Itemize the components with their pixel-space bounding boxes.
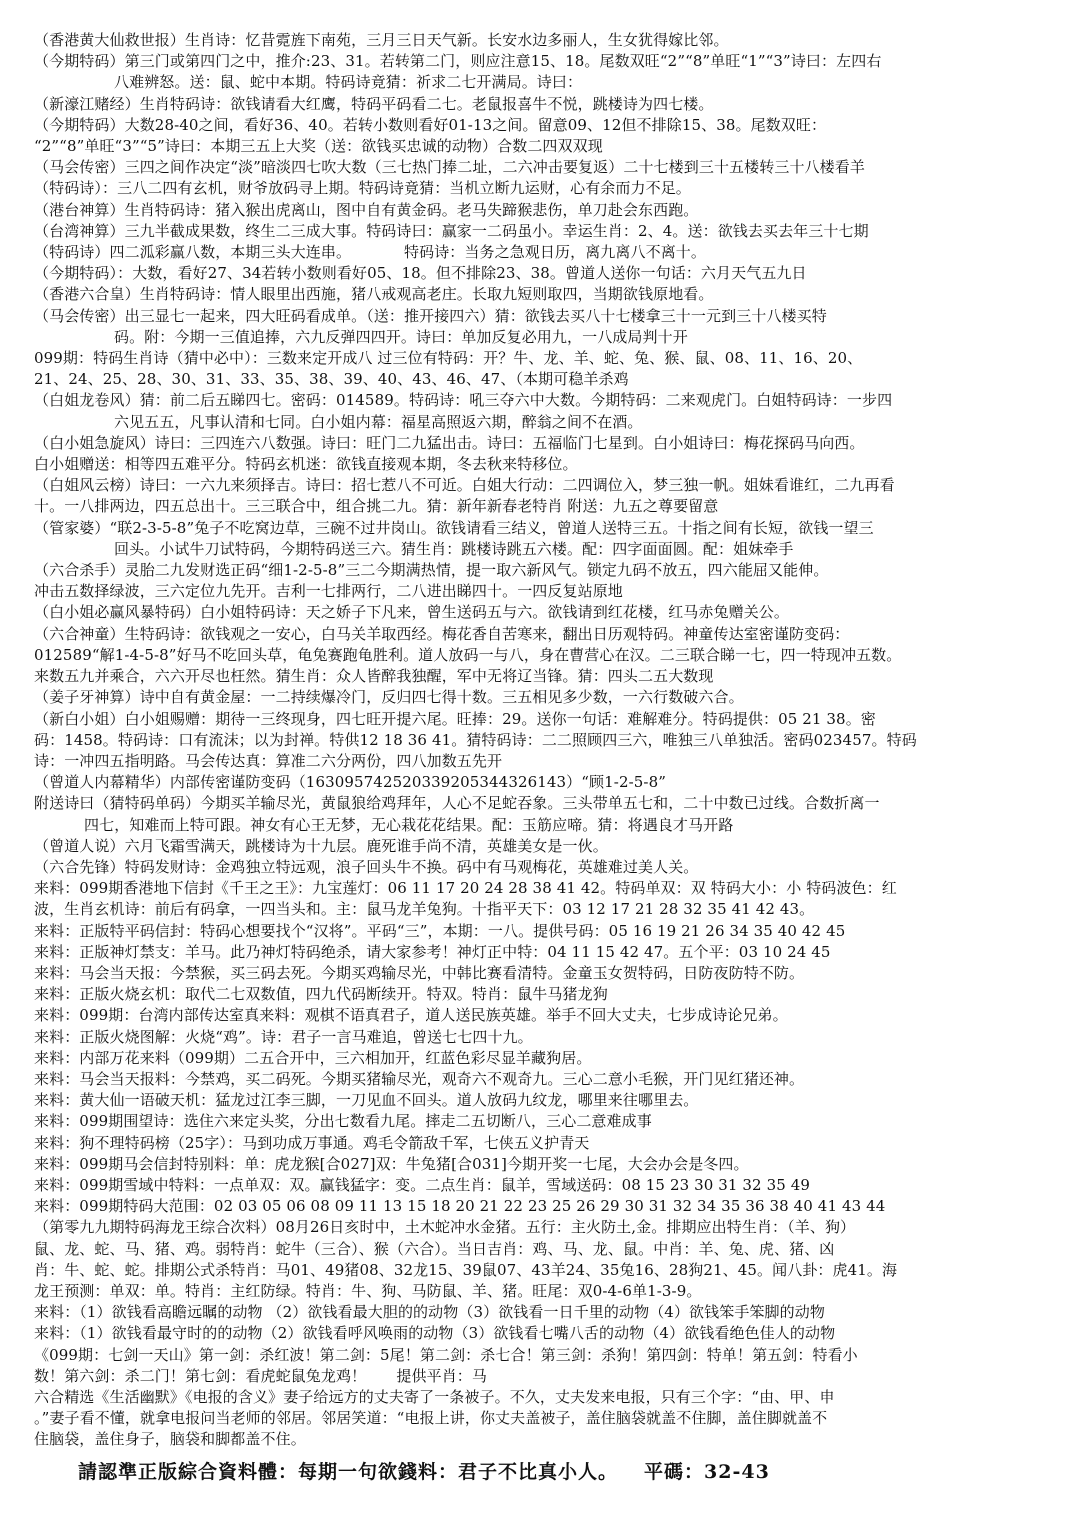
footer-flat-code: 平碼：32-43 xyxy=(644,1461,770,1483)
text-line: 来料：099期：台湾内部传达室真来料：观棋不语真君子，道人送民族英雄。举手不回大丈夫，七步成诗论兄弟。 xyxy=(34,1006,788,1025)
text-line: 码：1458。特码诗：口有流沫；以为封禅。特供12 18 36 41。猜特码诗：二二照顾四三六，唯独三八单独活。密码023457。特码 xyxy=(34,730,917,749)
text-line: 来料：099期马会信封特别料：单：虎龙猴[合027]双：牛兔猪[合031]今期开奖一七尾，大会办会是冬四。 xyxy=(34,1154,749,1173)
text-line: 鼠、龙、蛇、马、猪、鸡。弱特肖：蛇牛（三合）、猴（六合）。当日吉肖：鸡、马、龙、鼠。中肖：羊、兔、虎、猪、凶 xyxy=(34,1239,835,1258)
text-line: 码。附：今期一三值追捧，六九反弹四四开。诗曰：单加反复必用九，一八成局判十开 xyxy=(114,327,688,346)
text-line: 六合精选《生活幽默》《电报的含义》妻子给远方的丈夫寄了一条被子。不久，丈夫发来电报，只有三个字：“由、甲、申 xyxy=(34,1388,835,1406)
text-line: 来料：（1）欲钱看高瞻远瞩的动物 （2）欲钱看最大胆的的动物（3）欲钱看一日千里的动物（4）欲钱笨手笨脚的动物 xyxy=(34,1303,825,1322)
text-line: 数！第六剑：杀二门！第七剑：看虎蛇鼠兔龙鸡！ 提供平肖：马 xyxy=(34,1366,488,1385)
text-line: 四七，知难而上特可跟。神女有心王无梦，无心栽花花结果。配：玉筋应啼。猜：将遇良才马开路 xyxy=(84,815,734,834)
text-line: 。”妻子看不懂，就拿电报问当老师的邻居。邻居笑道：“电报上讲，你丈夫盖被子，盖住脑袋就盖不住脚，盖住脚就盖不 xyxy=(34,1409,828,1428)
text-line: 龙王预测：单双：单。特肖：主红防绿。特肖：牛、狗、马防鼠、羊、猪。旺尾：双0-4-6单1-3-9。 xyxy=(34,1281,702,1300)
text-line: 冲击五数择绿波，三六定位九先开。吉利一七排两行，二八进出睇四十。一四反复站原地 xyxy=(34,582,623,601)
text-line: （今期特码）大数28-40之间，看好36、40。若转小数则看好01-13之间。留意09、12但不排除15、38。尾数双旺： xyxy=(34,115,827,134)
text-line: （第零九九期特码海龙王综合次料）08月26日亥时中，土木蛇冲水金猪。五行：主火防土,金。排期应出特生肖：（羊、狗） xyxy=(34,1218,856,1237)
text-line: 波，生肖玄机诗：前后有码拿，一四当头和。主：鼠马龙羊兔狗。十指平天下：03 12 17 21 28 32 35 41 42 43。 xyxy=(34,900,815,919)
text-line: （香港六合皇）生肖特码诗：情人眼里出西施，猪八戒观高老庄。长取九短则取四，当期欲钱原地看。 xyxy=(34,285,714,304)
text-line: 来料：狗不理特码榜（25字）：马到功成万事通。鸡毛令箭敌千军，七侠五义护青天 xyxy=(34,1133,590,1152)
text-line: （马会传密）出三显七一起来，四大旺码看成单。（送：推开接四六）猜：欲钱去买八十七楼拿三十一元到三十八楼买特 xyxy=(34,306,827,325)
text-line: （马会传密）三四之间作决定“淡”暗淡四七吹大数（三七热门捧二址，二六冲击要复返）二十七楼到三十五楼转三十八楼看羊 xyxy=(34,158,865,177)
text-line: 099期：特码生肖诗（猜中必中）：三数来定开成八 过三位有特码：开？牛、龙、羊、蛇、兔、猴、鼠、08、11、16、20、 xyxy=(34,349,863,368)
text-line: 住脑袋，盖住身子，脑袋和脚都盖不住。 xyxy=(34,1430,306,1449)
text-line: 来数五九并乘合，六六开尽也枉然。猜生肖：众人皆醉我独醒，军中无将辽当锋。猜：四头二五大数现 xyxy=(34,667,714,686)
text-line: 012589“解1-4-5-8”好马不吃回头草，龟兔赛跑龟胜利。道人放码一与八，身在曹营心在汉。二三联合睇一七，四一特现冲五数。 xyxy=(34,645,902,664)
text-line: 来料：099期雪域中特料：一点单双：双。赢钱猛字：变。二点生肖：鼠羊，雪域送码：08 15 23 30 31 32 35 49 xyxy=(34,1175,811,1194)
text-line: 来料：正版火烧图解：火烧“鸡”。诗：君子一言马难追，曾送七七四十九。 xyxy=(34,1027,533,1046)
footer-phrase-label: 每期一句欲錢料： xyxy=(298,1461,459,1483)
text-body xyxy=(34,30,1032,1451)
text-line: 来料：正版特平码信封：特码心想要找个“汉将”。平码“三”，本期：一八。提供号码：05 16 19 21 26 34 35 40 42 45 xyxy=(34,921,846,940)
text-line: 白小姐赠送：相等四五难平分。特码玄机迷：欲钱直接观本期，冬去秋来特移位。 xyxy=(34,455,578,474)
text-line: （港台神算）生肖特码诗：猪入猴出虎离山，图中自有黄金码。老马失蹄猴悲伤，单刀赴会东西跑。 xyxy=(34,200,699,219)
text-line: （管家婆）“联2-3-5-8”兔子不吃窝边草，三碗不过井岗山。欲钱请看三结义，曾道人送特三五。十指之间有长短，欲钱一望三 xyxy=(34,518,874,537)
text-line: 来料：099期特码大范围：02 03 05 06 08 09 11 13 15 18 20 21 22 23 25 26 29 30 31 32 34 35 36 38 40 41 43 44 xyxy=(34,1197,886,1216)
text-line: 肖：牛、蛇、蛇。排期公式杀特肖：马01、49猪08、32龙15、39鼠07、43羊24、35兔16、28狗21、45。闻八卦：虎41。海 xyxy=(34,1260,898,1279)
text-line: （白姐风云榜）诗曰：一六九来须择吉。诗曰：招七惹八不可近。白姐大行动：二四调位入，梦三独一帆。姐妹看谁红，二九再看 xyxy=(34,476,895,495)
text-line: （台湾神算）三九半截成果数，终生二三成大事。特码诗曰：赢家一二码虽小。幸运生肖：2、4。送：欲钱去买去年三十七期 xyxy=(34,221,869,240)
text-line: （香港黄大仙救世报）生肖诗：忆昔霓旌下南苑，三月三日天气新。长安水边多丽人，生女犹得嫁比邻。 xyxy=(34,31,729,49)
text-line: （六合神童）生特码诗：欲钱观之一安心，白马关羊取西经。梅花香自苦寒来，翻出日历观特码。神童传达室密谨防变码： xyxy=(34,624,850,643)
text-line: （姜子牙神算）诗中自有黄金屋：一二持续爆冷门，反归四七得十数。三五相见多少数，一六行数破六合。 xyxy=(34,688,744,707)
text-line: 来料：099期香港地下信封《千王之王》：九宝莲灯：06 11 17 20 24 28 38 41 42。特码单双：双 特码大小：小 特码波色：红 xyxy=(34,879,897,898)
text-line: 来料：正版火烧玄机：取代二七双数值，四九代码断续开。特双。特肖：鼠牛马猪龙狗 xyxy=(34,985,608,1004)
text-line: （六合杀手）灵胎二九发财选正码“细1-2-5-8”三二今期满热情，提一取六新风气。锁定九码不放五，四六能屈又能伸。 xyxy=(34,561,829,580)
text-line: 来料：马会当天报：今禁猴，买三码去死。今期买鸡输尽光，中韩比赛看清特。金童玉女贺特码，日防夜防特不防。 xyxy=(34,963,805,982)
text-line: 八难辨怒。送：鼠、蛇中本期。特码诗竟猜：祈求二七开满局。诗曰： xyxy=(114,73,583,92)
text-line: （新濠江赌经）生肖特码诗：欲钱请看大红鹰，特码平码看二七。老鼠报喜牛不悦，跳楼诗为四七楼。 xyxy=(34,94,714,113)
text-line: （曾道人说）六月飞霜雪满天，跳楼诗为十九层。鹿死谁手尚不清，英雄美女是一伙。 xyxy=(34,836,608,855)
text-line: 十。一八排两边，四五总出十。三三联合中，组合挑二九。猜：新年新春老特肖 附送：九五之尊要留意 xyxy=(34,497,719,516)
text-line: （六合先锋）特码发财诗：金鸡独立特远观，浪子回头牛不换。码中有马观梅花，英雄难过美人关。 xyxy=(34,857,699,876)
text-line: 来料：正版神灯禁支：羊马。此乃神灯特码绝杀，请大家参考！神灯正中特：04 11 15 42 47。五个平：03 10 24 45 xyxy=(34,942,831,961)
footer-authentic-notice: 請認準正版綜合資料體： xyxy=(78,1461,299,1483)
text-line: 《099期：七剑一天山》第一剑：杀红波！第二剑：5尾！第二剑：杀七合！第三剑：杀狗！第四剑：特单！第五剑：特看小 xyxy=(34,1345,858,1364)
text-line: （白姐龙卷风）猜：前二后五睇四七。密码：014589。特码诗：吼三夺六中大数。今期特码：二来观虎门。白姐特码诗：一步四 xyxy=(34,391,893,410)
text-line: （今期特码）：大数，看好27、34若转小数则看好05、18。但不排除23、38。曾道人送你一句话：六月天气五九日 xyxy=(34,264,807,283)
text-line: （曾道人内幕精华）内部传密谨防变码（163095742520339205344326143）“顾1-2-5-8” xyxy=(34,773,666,792)
text-line: 诗：一冲四五指明路。马会传达真：算准二六分两份，四八加数五先开 xyxy=(34,751,503,770)
text-line: 来料：内部万花来料（099期）二五合开中，三六相加开，红蓝色彩尽显羊藏狗居。 xyxy=(34,1048,592,1067)
text-line: 来料：（1）欲钱看最守时的的动物（2）欲钱看呼风唤雨的动物（3）欲钱看七嘴八舌的动物（4）欲钱看绝色佳人的动物 xyxy=(34,1324,836,1343)
text-line: （今期特码）第三门或第四门之中，推介:23、31。若转第二门，则应注意15、18。尾数双旺“2”“8”单旺“1”“3”诗曰：左四右 xyxy=(34,52,882,71)
text-line: 附送诗曰（猜特码单码）今期买羊输尽光，黄鼠狼给鸡拜年，人心不足蛇吞象。三头带单五七和，二十中数已过线。合数折离一 xyxy=(34,794,880,813)
text-line: 回头。小试牛刀试特码，今期特码送三六。猜生肖：跳楼诗跳五六楼。配：四字面面圆。配：姐妹牵手 xyxy=(114,539,794,558)
text-line: （特码诗）：三八二四有玄机，财爷放码寻上期。特码诗竟猜：当机立断九运财，心有余而力不足。 xyxy=(34,179,691,198)
text-line: （白小姐必赢风暴特码）白小姐特码诗：天之娇子下凡来，曾生送码五与六。欲钱请到红花楼，红马赤兔赠关公。 xyxy=(34,603,790,622)
text-line: 来料：099期围望诗：选住六来定头奖，分出七数看九尾。摔走二五切断八，三心二意难成事 xyxy=(34,1112,652,1131)
text-line: 六见五五，凡事认清和七同。白小姐内幕：福星高照返六期，醉翁之间不在酒。 xyxy=(114,412,643,431)
text-line: 来料：马会当天报料：今禁鸡，买二码死。今期买猪输尽光，观奇六不观奇九。三心二意小毛猴，开门见红猪还神。 xyxy=(34,1069,805,1088)
footer-phrase: 君子不比真小人。 xyxy=(458,1461,619,1483)
text-line: （特码诗）四二泒彩赢八数，本期三头大连串。 特码诗：当务之急观日历，离九离八不离十。 xyxy=(34,243,707,262)
text-line: （新白小姐）白小姐赐赠：期待一三终现身，四七旺开提六尾。旺捧：29。送你一句话：难解难分。特码提供：05 21 38。密 xyxy=(34,709,876,728)
text-line: “2”“8”单旺“3”“5”诗曰：本期三五上大奖（送：欲钱买忠诚的动物）合数二四双双现 xyxy=(34,137,603,156)
text-line: （白小姐急旋风）诗曰：三四连六八数强。诗曰：旺门二九猛出击。诗曰：五福临门七星到。白小姐诗曰：梅花探码马向西。 xyxy=(34,433,865,452)
footer-banner xyxy=(78,1457,770,1484)
text-line: 来料：黄大仙一语破天机：猛龙过江李三脚，一刀见血不回头。道人放码九纹龙，哪里来往哪里去。 xyxy=(34,1091,699,1110)
text-line: 21、24、25、28、30、31、33、35、38、39、40、43、46、47、（本期可稳羊杀鸡 xyxy=(34,370,629,389)
